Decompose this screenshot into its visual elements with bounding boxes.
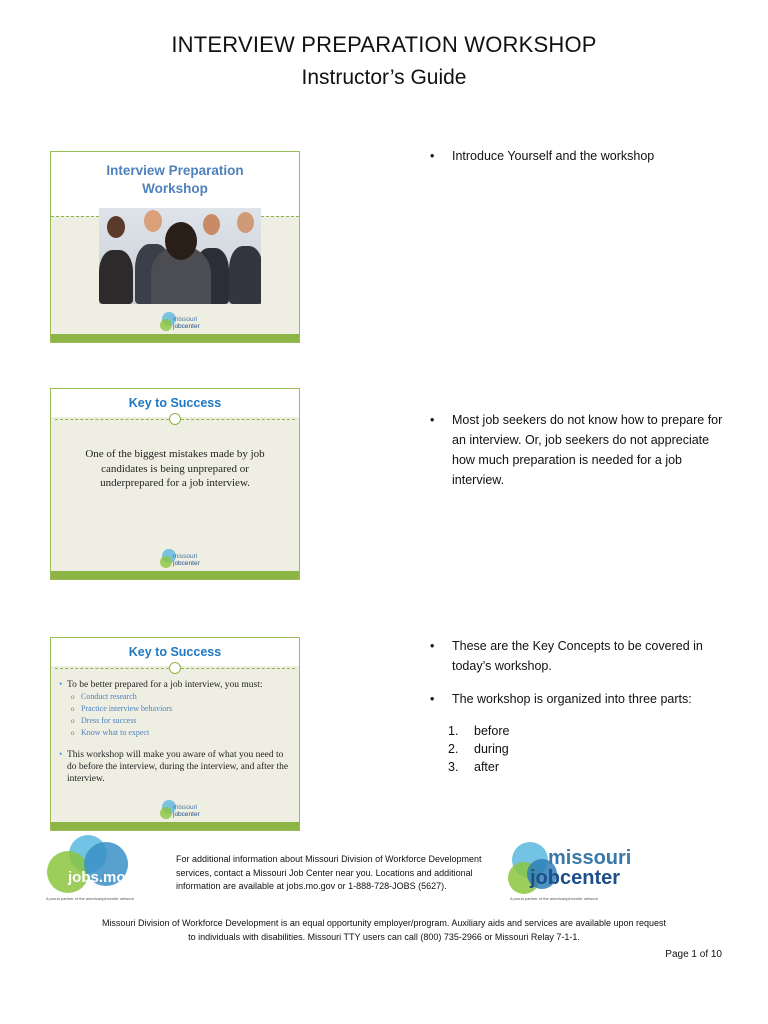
document-title: INTERVIEW PREPARATION WORKSHOP: [171, 32, 597, 57]
divider-circle: [169, 662, 181, 674]
contact-info: For additional information about Missouri Division of Workforce Development services, contact a Missouri Job Center near you. Locations and additional information are available at jobs.mo.gov or 1-888-728-JOBS (5627).: [176, 854, 482, 891]
slide-1-title: Interview Preparation Workshop: [51, 152, 299, 216]
page-number: Page 1 of 10: [665, 949, 722, 960]
slide-3-lead-1: • To be better prepared for a job interview, you must:: [59, 679, 291, 691]
divider-circle: [169, 413, 181, 425]
parts-list: [448, 722, 509, 776]
list-item: 2. during: [448, 742, 509, 756]
note-3: • These are the Key Concepts to be covered in today’s workshop.: [430, 636, 730, 676]
list-item: o Conduct research: [59, 691, 291, 703]
missouri-job-center-logo: [159, 548, 201, 570]
note-4: • The workshop is organized into three parts:: [430, 689, 730, 709]
jobs-mo-gov-logo: [44, 834, 164, 902]
svg-text:missouri: missouri: [173, 553, 198, 560]
missouri-job-center-logo: [159, 311, 201, 333]
document-subtitle: Instructor’s Guide: [301, 66, 467, 89]
slide-footer-bar: [51, 571, 299, 579]
list-item: 3. after: [448, 760, 500, 774]
equal-opportunity-statement: Missouri Division of Workforce Development is an equal opportunity employer/program. Auxiliary aids and services are available upon request to individuals with disabilities. Missouri TTY users can call (800) 735-2966 or Missouri Relay 7-1-1.: [101, 918, 667, 942]
slide-3-title: Key to Success: [51, 638, 299, 666]
svg-text:A proud partner of the america: A proud partner of the americanjobcenter network: [46, 896, 134, 901]
slide-3-thumbnail: [50, 637, 300, 831]
slide-footer-bar: [51, 334, 299, 342]
svg-text:jobs.mo.gov: jobs.mo.gov: [68, 869, 157, 886]
missouri-job-center-logo: [159, 799, 201, 821]
list-item: 1. before: [448, 724, 510, 738]
slide-3-lead-2: • This workshop will make you aware of what you need to do before the interview, during the interview, and after the interview.: [59, 749, 291, 785]
svg-text:jobcenter: jobcenter: [530, 867, 621, 889]
list-item: o Practice interview behaviors: [59, 703, 291, 715]
svg-text:missouri: missouri: [548, 847, 632, 869]
list-item: o Know what to expect: [59, 727, 291, 739]
note-1: • Introduce Yourself and the workshop: [430, 146, 730, 166]
note-2: • Most job seekers do not know how to prepare for an interview. Or, job seekers do not appreciate how much preparation is needed for a job interview.: [430, 410, 730, 490]
slide-2-thumbnail: [50, 388, 300, 580]
missouri-job-center-logo: [508, 836, 634, 904]
slide-2-title: Key to Success: [51, 389, 299, 417]
slide-1-thumbnail: [50, 151, 300, 343]
slide-3-body: [59, 679, 291, 785]
interview-panel-photo: [99, 208, 261, 304]
list-item: o Dress for success: [59, 715, 291, 727]
svg-text:missouri: missouri: [173, 804, 198, 811]
slide-2-body: One of the biggest mistakes made by job candidates is being unprepared or underprepared for a job interview.: [85, 448, 265, 489]
svg-text:missouri: missouri: [173, 316, 198, 323]
svg-text:jobcenter: jobcenter: [173, 560, 200, 567]
svg-text:jobcenter: jobcenter: [173, 323, 200, 330]
svg-text:A proud partner of the america: A proud partner of the americanjobcenter network: [510, 896, 598, 901]
svg-text:jobcenter: jobcenter: [173, 811, 200, 818]
slide-footer-bar: [51, 822, 299, 830]
